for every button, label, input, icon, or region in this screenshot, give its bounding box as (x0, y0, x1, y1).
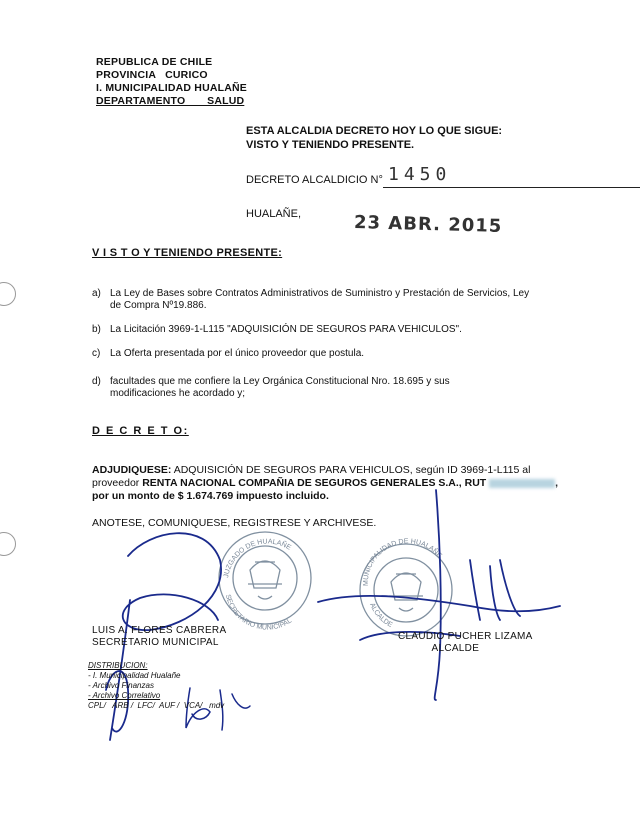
mayor-signature-block (398, 631, 533, 655)
item-text-line-1: La Oferta presentada por el único proveedor que postula. (110, 348, 365, 359)
provider-name: RENTA NACIONAL COMPAÑIA DE SEGUROS GENERALES S.A., RUT (142, 477, 487, 489)
item-text-line-1: La Ley de Bases sobre Contratos Administrativos de Suministro y Prestación de Servicios, Ley (110, 288, 530, 299)
secretary-stamp-top-text: JUZGADO DE HUALAÑE (223, 538, 293, 579)
distribution-item: - I. Municipalidad Hualañe (88, 671, 181, 680)
secretary-signature-block (92, 625, 226, 649)
mayor-signature (318, 490, 560, 700)
item-text-line-1: La Licitación 3969-1-L115 "ADQUISICIÓN DE SEGUROS PARA VEHICULOS". (110, 324, 462, 335)
decreto-section-title: D E C R E T O: (92, 425, 189, 437)
adjudication-line-2: proveedor RENTA NACIONAL COMPAÑIA DE SEGUROS GENERALES S.A., RUT , (92, 477, 559, 489)
mayor-stamp-bottom-text: ALCALDE (368, 601, 394, 630)
secretary-name: LUIS A. FLORES CABRERA (92, 625, 227, 636)
visto-section-title: V I S T O Y TENIENDO PRESENTE: (92, 247, 283, 259)
item-label: c) (92, 348, 101, 359)
decree-number-label: DECRETO ALCALDICIO N° (246, 174, 383, 186)
adjudication-text: ADQUISICIÓN DE SEGUROS PARA VEHICULOS, según ID 3969-1-L115 al (171, 464, 531, 476)
item-text-line-2: de Compra Nº19.886. (110, 300, 207, 311)
distribution-title: DISTRIBUCION: (88, 661, 148, 670)
intro-line-2: VISTO Y TENIENDO PRESENTE. (246, 139, 415, 151)
adjudication-label: ADJUDIQUESE: (92, 464, 172, 476)
intro-line-1: ESTA ALCALDIA DECRETO HOY LO QUE SIGUE: (246, 125, 503, 137)
item-label: d) (92, 376, 101, 387)
mayor-name: CLAUDIO PUCHER LIZAMA (398, 631, 533, 642)
distribution-item: - Archivo Correlativo (88, 691, 161, 700)
secretary-title: SECRETARIO MUNICIPAL (92, 637, 219, 648)
header-line-province: PROVINCIA CURICO (96, 69, 208, 81)
closing-formula: ANOTESE, COMUNIQUESE, REGISTRESE Y ARCHIVESE. (92, 517, 377, 529)
header-line-municipality: I. MUNICIPALIDAD HUALAÑE (96, 82, 248, 94)
distribution-block (88, 661, 224, 711)
distribution-item: - Archivo Finanzas (88, 681, 154, 690)
header-line-republic: REPUBLICA DE CHILE (96, 56, 213, 68)
date-stamp: 23 ABR. 2015 (353, 212, 503, 237)
item-text-line-2: modificaciones he acordado y; (110, 388, 246, 399)
decree-number-value: 1450 (388, 164, 452, 185)
header-line-department: DEPARTAMENTO SALUD (96, 95, 245, 107)
provider-prefix: proveedor (92, 477, 143, 489)
mayor-title: ALCALDE (431, 643, 480, 654)
mayor-stamp-top-text: MUNICIPALIDAD DE HUALAÑE (362, 538, 443, 587)
amount-line: por un monto de $ 1.674.769 impuesto incluido. (92, 490, 329, 502)
item-text-line-1: facultades que me confiere la Ley Orgánica Constitucional Nro. 18.695 y sus (110, 376, 450, 387)
distribution-initials: CPL/ ARB / LFC/ AUF / VCA/ mdv (88, 701, 225, 710)
secretary-stamp-bottom-text: SECRETARIO MUNICIPAL (223, 593, 294, 632)
item-label: a) (92, 288, 101, 299)
place-city: HUALAÑE, (246, 208, 302, 220)
item-label: b) (92, 324, 101, 335)
